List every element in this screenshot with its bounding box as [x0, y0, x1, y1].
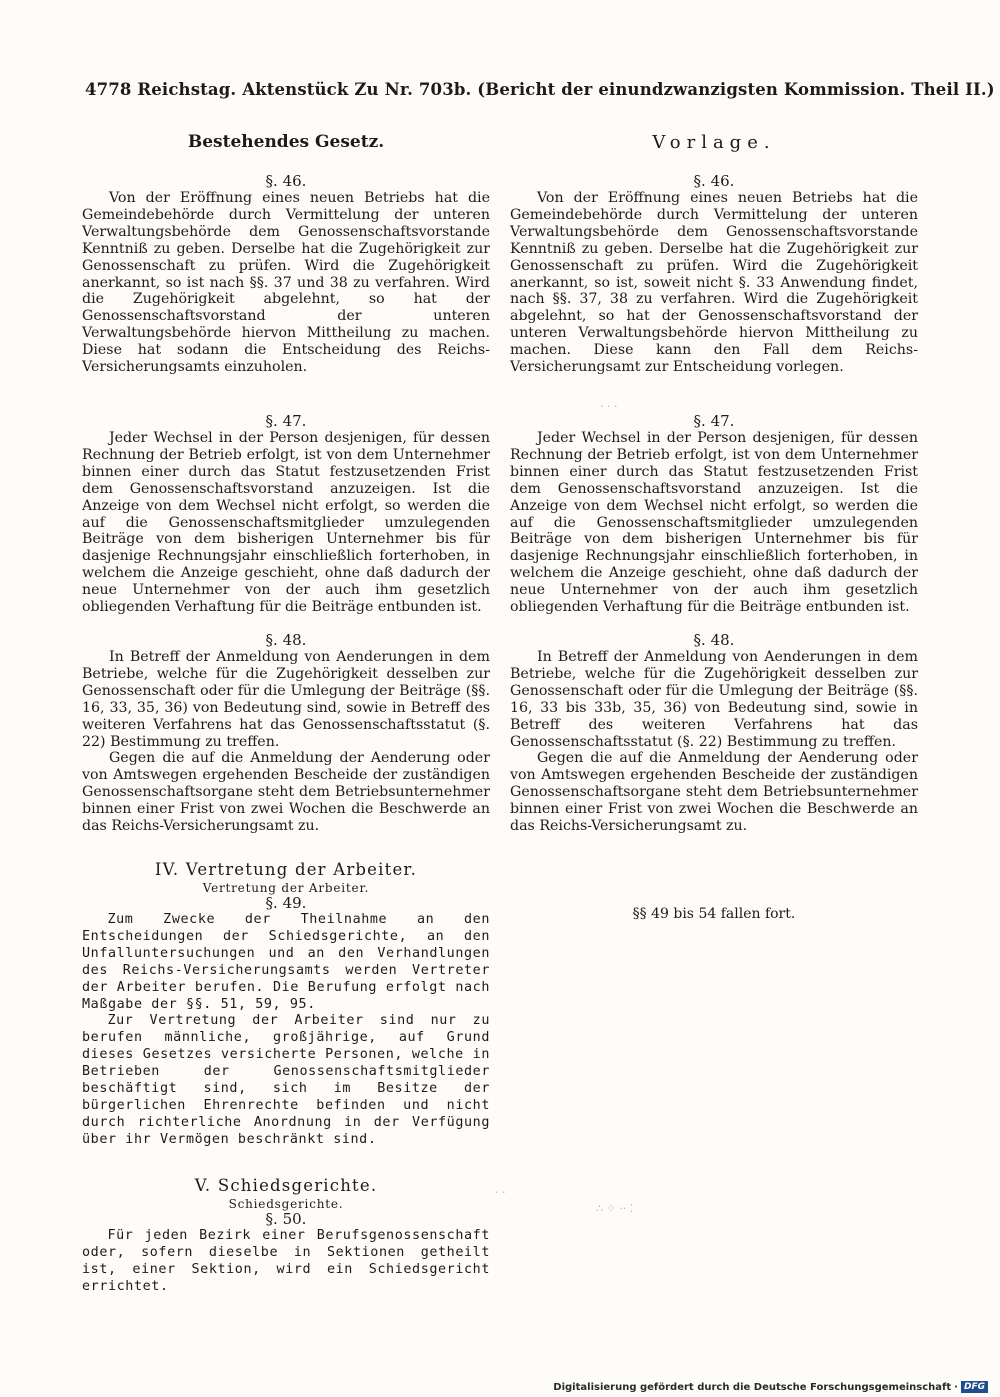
- paragraph-number: §. 47.: [265, 412, 307, 430]
- section-heading: V. Schiedsgerichte.: [194, 1176, 378, 1195]
- left-column-title-block: [82, 132, 490, 152]
- left-section-v: [82, 1176, 490, 1296]
- left-paragraph-48: [82, 632, 490, 835]
- separator-dot-icon: ·: [954, 1381, 958, 1393]
- section-subheading: Schiedsgerichte.: [228, 1197, 344, 1211]
- paragraph-text: In Betreff der Anmeldung von Aenderungen in dem Betriebe, welche für die Zugehörigkeit desselben zur Genossenschaft oder für die Umlegung der Beiträge (§§. 16, 33 bis 33b, 35, 36) von Bedeutung sind, sowie in Betreff des weiteren Verfahrens hat das Genossenschaftsstatut (§. 22) Bestimmung zu treffen.: [510, 649, 918, 750]
- paragraph-number: §. 47.: [693, 412, 735, 430]
- right-column-title-block: [510, 132, 918, 153]
- omitted-paragraphs-note: §§ 49 bis 54 fallen fort.: [632, 906, 796, 922]
- paragraph-text: Zum Zwecke der Theilnahme an den Entscheidungen der Schiedsgerichte, an den Unfalluntersuchungen und an den Verhandlungen des Reichs-Versicherungsamts werden Vertreter der Arbeiter berufen. Die Berufung erfolgt nach Maßgabe der §§. 51, 59, 95.: [82, 912, 490, 1012]
- paragraph-number: §. 50.: [265, 1210, 307, 1228]
- left-section-iv: [82, 860, 490, 1149]
- paragraph-number: §. 48.: [265, 631, 307, 649]
- right-paragraph-47: [510, 413, 918, 616]
- paragraph-text: Gegen die auf die Anmeldung der Aenderung oder von Amtswegen ergehenden Bescheide der zuständigen Genossenschaftsorgane steht dem Betriebsunternehmer binnen einer Frist von zwei Wochen die Beschwerde an das Reichs-Versicherungsamt zu.: [82, 750, 490, 835]
- scan-speck: ∴ ⁘ ·· ⁚: [596, 1202, 634, 1215]
- paragraph-text: In Betreff der Anmeldung von Aenderungen in dem Betriebe, welche für die Zugehörigkeit desselben zur Genossenschaft oder für die Umlegung der Beiträge (§§. 16, 33, 35, 36) von Bedeutung sind, sowie in Betreff des weiteren Verfahrens hat das Genossenschaftsstatut (§. 22) Bestimmung zu treffen.: [82, 649, 490, 750]
- paragraph-number: §. 46.: [265, 172, 307, 190]
- right-paragraph-48: [510, 632, 918, 835]
- paragraph-number: §. 49.: [265, 894, 307, 912]
- paragraph-number: §. 46.: [693, 172, 735, 190]
- right-column-title: Vorlage.: [652, 132, 776, 153]
- paragraph-text: Von der Eröffnung eines neuen Betriebs hat die Gemeindebehörde durch Vermittelung der unteren Verwaltungsbehörde dem Genossenschaftsvorstande Kenntniß zu geben. Derselbe hat die Zugehörigkeit zur Genossenschaft zu prüfen. Wird die Zugehörigkeit anerkannt, so ist nach §§. 37 und 38 zu verfahren. Wird die Zugehörigkeit abgelehnt, so hat der Genossenschaftsvorstand der unteren Verwaltungsbehörde hiervon Mittheilung zu machen. Diese hat sodann die Entscheidung des Reichs-Versicherungsamts einzuholen.: [82, 190, 490, 376]
- dfg-logo: DFG: [961, 1381, 988, 1393]
- paragraph-text: Jeder Wechsel in der Person desjenigen, für dessen Rechnung der Betrieb erfolgt, ist von dem Unternehmer binnen einer durch das Statut festzusetzenden Frist dem Genossenschaftsvorstand anzuzeigen. Ist die Anzeige von dem Wechsel nicht erfolgt, so werden die auf die Genossenschaftsmitglieder umzulegenden Beiträge von dem bisherigen Unternehmer bis für dasjenige Rechnungsjahr einschließlich forterhoben, in welchem die Anzeige geschieht, ohne daß dadurch der neue Unternehmer von der auch ihm gesetzlich obliegenden Verhaftung für die Beiträge entbunden ist.: [82, 430, 490, 616]
- right-paragraph-46: [510, 173, 918, 376]
- paragraph-number: §. 48.: [693, 631, 735, 649]
- page-header: 4778 Reichstag. Aktenstück Zu Nr. 703b. (Bericht der einundzwanzigsten Kommission. Theil II.): [85, 80, 995, 99]
- left-column-title: Bestehendes Gesetz.: [187, 132, 385, 152]
- paragraph-text: Von der Eröffnung eines neuen Betriebs hat die Gemeindebehörde durch Vermittelung der unteren Verwaltungsbehörde dem Genossenschaftsvorstande Kenntniß zu geben. Derselbe hat die Zugehörigkeit zur Genossenschaft zu prüfen. Wird die Zugehörigkeit anerkannt, so ist, soweit nicht §. 33 Anwendung findet, nach §§. 37, 38 zu verfahren. Wird die Zugehörigkeit abgelehnt, so hat der Genossenschaftsvorstand der unteren Verwaltungsbehörde hiervon Mittheilung zu machen. Diese kann den Fall dem Reichs-Versicherungsamt zur Entscheidung vorlegen.: [510, 190, 918, 376]
- section-subheading: Vertretung der Arbeiter.: [202, 881, 370, 895]
- paragraph-text: Zur Vertretung der Arbeiter sind nur zu berufen männliche, großjährige, auf Grund dieses Gesetzes versicherte Personen, welche in Betrieben der Genossenschaftsmitglieder beschäftigt sind, sich im Besitze der bürgerlichen Ehrenrechte befinden und nicht durch richterliche Anordnung in der Verfügung über ihr Vermögen beschränkt sind.: [82, 1013, 490, 1147]
- paragraph-text: Für jeden Bezirk einer Berufsgenossenschaft oder, sofern dieselbe in Sektionen getheilt ist, einer Sektion, wird ein Schiedsgericht errichtet.: [82, 1228, 490, 1294]
- scan-speck: · ·: [495, 1186, 506, 1199]
- left-paragraph-46: [82, 173, 490, 376]
- scan-speck: · · ·: [600, 400, 618, 413]
- paragraph-text: Jeder Wechsel in der Person desjenigen, für dessen Rechnung der Betrieb erfolgt, ist von dem Unternehmer binnen einer durch das Statut festzusetzenden Frist dem Genossenschaftsvorstand anzuzeigen. Ist die Anzeige von dem Wechsel nicht erfolgt, so werden die auf die Genossenschaftsmitglieder umzulegenden Beiträge von dem bisherigen Unternehmer bis für dasjenige Rechnungsjahr einschließlich forterhoben, in welchem die Anzeige geschieht, ohne daß dadurch der neue Unternehmer von der auch ihm gesetzlich obliegenden Verhaftung für die Beiträge entbunden ist.: [510, 430, 918, 616]
- left-paragraph-47: [82, 413, 490, 616]
- footer-credit: [553, 1381, 988, 1393]
- footer-text: Digitalisierung gefördert durch die Deutsche Forschungsgemeinschaft: [553, 1381, 952, 1393]
- paragraph-text: Gegen die auf die Anmeldung der Aenderung oder von Amtswegen ergehenden Bescheide der zuständigen Genossenschaftsorgane steht dem Betriebsunternehmer binnen einer Frist von zwei Wochen die Beschwerde an das Reichs-Versicherungsamt zu.: [510, 750, 918, 835]
- section-heading: IV. Vertretung der Arbeiter.: [154, 860, 418, 879]
